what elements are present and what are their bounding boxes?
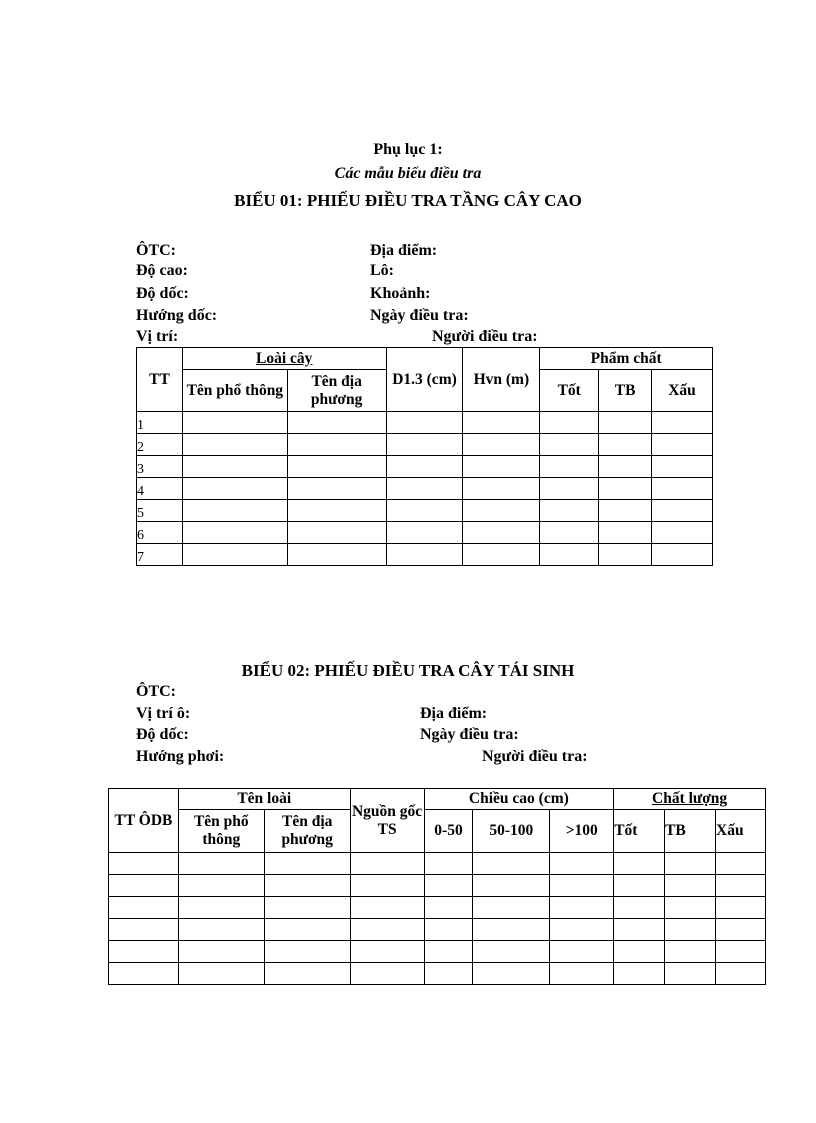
table-cell[interactable] bbox=[386, 478, 463, 500]
form1-field-slope: Độ dốc: bbox=[136, 285, 189, 302]
table-row bbox=[137, 522, 713, 544]
table-cell[interactable] bbox=[287, 500, 386, 522]
table-cell[interactable] bbox=[386, 412, 463, 434]
table-cell[interactable] bbox=[599, 522, 652, 544]
table-cell[interactable] bbox=[178, 941, 264, 963]
table-cell[interactable] bbox=[473, 875, 550, 897]
table-cell[interactable] bbox=[264, 897, 350, 919]
table-cell[interactable] bbox=[350, 919, 424, 941]
form1-field-compartment: Khoảnh: bbox=[370, 285, 431, 302]
table-cell[interactable] bbox=[473, 853, 550, 875]
table-cell[interactable] bbox=[182, 434, 287, 456]
form1-field-plot: Lô: bbox=[370, 262, 394, 279]
form2-title: BIỂU 02: PHIẾU ĐIỀU TRA CÂY TÁI SINH bbox=[241, 661, 575, 680]
table-cell[interactable] bbox=[424, 897, 473, 919]
table-cell[interactable] bbox=[473, 941, 550, 963]
table-cell[interactable] bbox=[665, 875, 716, 897]
form2-table bbox=[108, 788, 766, 985]
table-cell[interactable] bbox=[424, 853, 473, 875]
header-species: Tên loài bbox=[178, 789, 350, 810]
table-cell[interactable] bbox=[473, 963, 550, 985]
table-cell[interactable] bbox=[386, 500, 463, 522]
row-number: 2 bbox=[137, 434, 183, 456]
table-cell[interactable] bbox=[716, 853, 766, 875]
table-cell[interactable] bbox=[424, 963, 473, 985]
table-cell[interactable] bbox=[540, 412, 599, 434]
header-local-name: Tên địa phương bbox=[264, 810, 350, 853]
table-row bbox=[109, 919, 766, 941]
row-number: 7 bbox=[137, 544, 183, 566]
header-common-name: Tên phổ thông bbox=[182, 370, 287, 412]
table-cell[interactable] bbox=[264, 941, 350, 963]
header-common-name: Tên phổ thông bbox=[178, 810, 264, 853]
table-cell[interactable] bbox=[473, 897, 550, 919]
table-cell[interactable] bbox=[652, 522, 713, 544]
table-cell[interactable] bbox=[463, 456, 540, 478]
table-cell[interactable] bbox=[287, 456, 386, 478]
form2-field-subplot-position: Vị trí ô: bbox=[136, 705, 191, 722]
table-cell[interactable] bbox=[550, 919, 614, 941]
header-height: Chiều cao (cm) bbox=[424, 789, 614, 810]
table-row bbox=[109, 853, 766, 875]
form1-field-position: Vị trí: bbox=[136, 328, 179, 345]
header-d13: D1.3 (cm) bbox=[386, 348, 463, 412]
table-cell[interactable] bbox=[463, 544, 540, 566]
table-cell[interactable] bbox=[109, 875, 179, 897]
table-row bbox=[109, 875, 766, 897]
form2-field-otc: ÔTC: bbox=[136, 683, 176, 700]
form1-rows bbox=[137, 412, 713, 566]
table-cell[interactable] bbox=[182, 500, 287, 522]
table-row bbox=[137, 478, 713, 500]
header-tt: TT bbox=[137, 348, 183, 412]
form2-field-surveyor: Người điều tra: bbox=[482, 748, 588, 765]
table-cell[interactable] bbox=[287, 544, 386, 566]
table-cell[interactable] bbox=[424, 919, 473, 941]
table-row bbox=[109, 941, 766, 963]
form1-field-altitude: Độ cao: bbox=[136, 262, 188, 279]
form1-field-location: Địa điểm: bbox=[370, 242, 438, 259]
table-cell[interactable] bbox=[264, 963, 350, 985]
table-cell[interactable] bbox=[614, 963, 665, 985]
appendix-subtitle: Các mẫu biểu điều tra bbox=[334, 165, 482, 182]
form1-field-survey-date: Ngày điều tra: bbox=[370, 307, 469, 324]
header-h-50-100: 50-100 bbox=[473, 810, 550, 853]
header-quality: Chất lượng bbox=[614, 789, 766, 810]
table-cell[interactable] bbox=[599, 456, 652, 478]
form2-rows bbox=[109, 853, 766, 985]
table-cell[interactable] bbox=[264, 875, 350, 897]
table-cell[interactable] bbox=[550, 875, 614, 897]
table-cell[interactable] bbox=[182, 478, 287, 500]
table-cell[interactable] bbox=[178, 919, 264, 941]
table-cell[interactable] bbox=[716, 941, 766, 963]
form2-field-survey-date: Ngày điều tra: bbox=[420, 726, 519, 743]
table-cell[interactable] bbox=[264, 919, 350, 941]
table-cell[interactable] bbox=[665, 941, 716, 963]
table-cell[interactable] bbox=[109, 963, 179, 985]
table-cell[interactable] bbox=[716, 875, 766, 897]
table-cell[interactable] bbox=[109, 941, 179, 963]
table-cell[interactable] bbox=[550, 941, 614, 963]
header-tt-odb: TT ÔDB bbox=[109, 789, 179, 853]
form2-field-location: Địa điểm: bbox=[420, 705, 488, 722]
table-cell[interactable] bbox=[109, 919, 179, 941]
table-row bbox=[137, 434, 713, 456]
table-cell[interactable] bbox=[716, 963, 766, 985]
table-cell[interactable] bbox=[599, 544, 652, 566]
table-cell[interactable] bbox=[178, 853, 264, 875]
table-cell[interactable] bbox=[652, 478, 713, 500]
header-quality: Phẩm chất bbox=[540, 348, 713, 370]
table-cell[interactable] bbox=[540, 522, 599, 544]
appendix-title: Phụ lục 1: bbox=[373, 141, 443, 158]
table-cell[interactable] bbox=[182, 456, 287, 478]
form1-field-slope-direction: Hướng dốc: bbox=[136, 307, 218, 324]
table-cell[interactable] bbox=[463, 478, 540, 500]
table-cell[interactable] bbox=[652, 544, 713, 566]
table-cell[interactable] bbox=[182, 544, 287, 566]
table-cell[interactable] bbox=[550, 963, 614, 985]
table-cell[interactable] bbox=[386, 456, 463, 478]
table-cell[interactable] bbox=[614, 853, 665, 875]
form1-field-otc: ÔTC: bbox=[136, 242, 176, 259]
table-cell[interactable] bbox=[463, 522, 540, 544]
table-row bbox=[137, 412, 713, 434]
table-cell[interactable] bbox=[665, 919, 716, 941]
row-number: 5 bbox=[137, 500, 183, 522]
table-cell[interactable] bbox=[540, 434, 599, 456]
header-h-0-50: 0-50 bbox=[424, 810, 473, 853]
table-cell[interactable] bbox=[540, 500, 599, 522]
table-row bbox=[137, 544, 713, 566]
table-row bbox=[109, 897, 766, 919]
table-cell[interactable] bbox=[614, 919, 665, 941]
form1-field-surveyor: Người điều tra: bbox=[432, 328, 538, 345]
table-row bbox=[137, 456, 713, 478]
table-cell[interactable] bbox=[665, 897, 716, 919]
table-cell[interactable] bbox=[424, 875, 473, 897]
table-cell[interactable] bbox=[287, 412, 386, 434]
header-h-100-plus: >100 bbox=[550, 810, 614, 853]
table-row bbox=[109, 963, 766, 985]
table-cell[interactable] bbox=[386, 522, 463, 544]
header-hvn: Hvn (m) bbox=[463, 348, 540, 412]
table-cell[interactable] bbox=[665, 853, 716, 875]
table-cell[interactable] bbox=[599, 412, 652, 434]
table-cell[interactable] bbox=[178, 963, 264, 985]
table-cell[interactable] bbox=[287, 522, 386, 544]
table-cell[interactable] bbox=[599, 434, 652, 456]
table-cell[interactable] bbox=[652, 500, 713, 522]
row-number: 1 bbox=[137, 412, 183, 434]
row-number: 4 bbox=[137, 478, 183, 500]
table-cell[interactable] bbox=[178, 897, 264, 919]
table-cell[interactable] bbox=[614, 941, 665, 963]
table-cell[interactable] bbox=[463, 434, 540, 456]
table-cell[interactable] bbox=[652, 412, 713, 434]
table-row bbox=[137, 500, 713, 522]
header-origin: Nguồn gốc TS bbox=[350, 789, 424, 853]
table-cell[interactable] bbox=[550, 853, 614, 875]
table-cell[interactable] bbox=[652, 434, 713, 456]
header-bad: Xấu bbox=[716, 810, 766, 853]
table-cell[interactable] bbox=[665, 963, 716, 985]
table-cell[interactable] bbox=[386, 434, 463, 456]
table-cell[interactable] bbox=[182, 522, 287, 544]
table-cell[interactable] bbox=[350, 875, 424, 897]
row-number: 6 bbox=[137, 522, 183, 544]
table-cell[interactable] bbox=[463, 500, 540, 522]
table-cell[interactable] bbox=[386, 544, 463, 566]
table-cell[interactable] bbox=[109, 853, 179, 875]
table-cell[interactable] bbox=[264, 853, 350, 875]
header-good: Tốt bbox=[614, 810, 665, 853]
table-cell[interactable] bbox=[716, 897, 766, 919]
table-cell[interactable] bbox=[473, 919, 550, 941]
table-cell[interactable] bbox=[287, 434, 386, 456]
header-avg: TB bbox=[599, 370, 652, 412]
form2-field-aspect: Hướng phơi: bbox=[136, 748, 225, 765]
header-good: Tốt bbox=[540, 370, 599, 412]
table-cell[interactable] bbox=[599, 478, 652, 500]
table-cell[interactable] bbox=[350, 963, 424, 985]
table-cell[interactable] bbox=[182, 412, 287, 434]
table-cell[interactable] bbox=[463, 412, 540, 434]
form2-field-slope: Độ dốc: bbox=[136, 726, 189, 743]
table-cell[interactable] bbox=[614, 897, 665, 919]
row-number: 3 bbox=[137, 456, 183, 478]
table-cell[interactable] bbox=[716, 919, 766, 941]
table-cell[interactable] bbox=[599, 500, 652, 522]
header-bad: Xấu bbox=[652, 370, 713, 412]
form1-table bbox=[136, 347, 713, 566]
table-cell[interactable] bbox=[178, 875, 264, 897]
header-avg: TB bbox=[665, 810, 716, 853]
table-cell[interactable] bbox=[424, 941, 473, 963]
table-cell[interactable] bbox=[350, 941, 424, 963]
table-cell[interactable] bbox=[614, 875, 665, 897]
header-local-name: Tên địa phương bbox=[287, 370, 386, 412]
table-cell[interactable] bbox=[540, 456, 599, 478]
table-cell[interactable] bbox=[540, 478, 599, 500]
table-cell[interactable] bbox=[550, 897, 614, 919]
table-cell[interactable] bbox=[652, 456, 713, 478]
table-cell[interactable] bbox=[350, 897, 424, 919]
table-cell[interactable] bbox=[350, 853, 424, 875]
form1-title: BIỂU 01: PHIẾU ĐIỀU TRA TẦNG CÂY CAO bbox=[234, 191, 582, 210]
table-cell[interactable] bbox=[287, 478, 386, 500]
table-cell[interactable] bbox=[540, 544, 599, 566]
header-species: Loài cây bbox=[182, 348, 386, 370]
table-cell[interactable] bbox=[109, 897, 179, 919]
